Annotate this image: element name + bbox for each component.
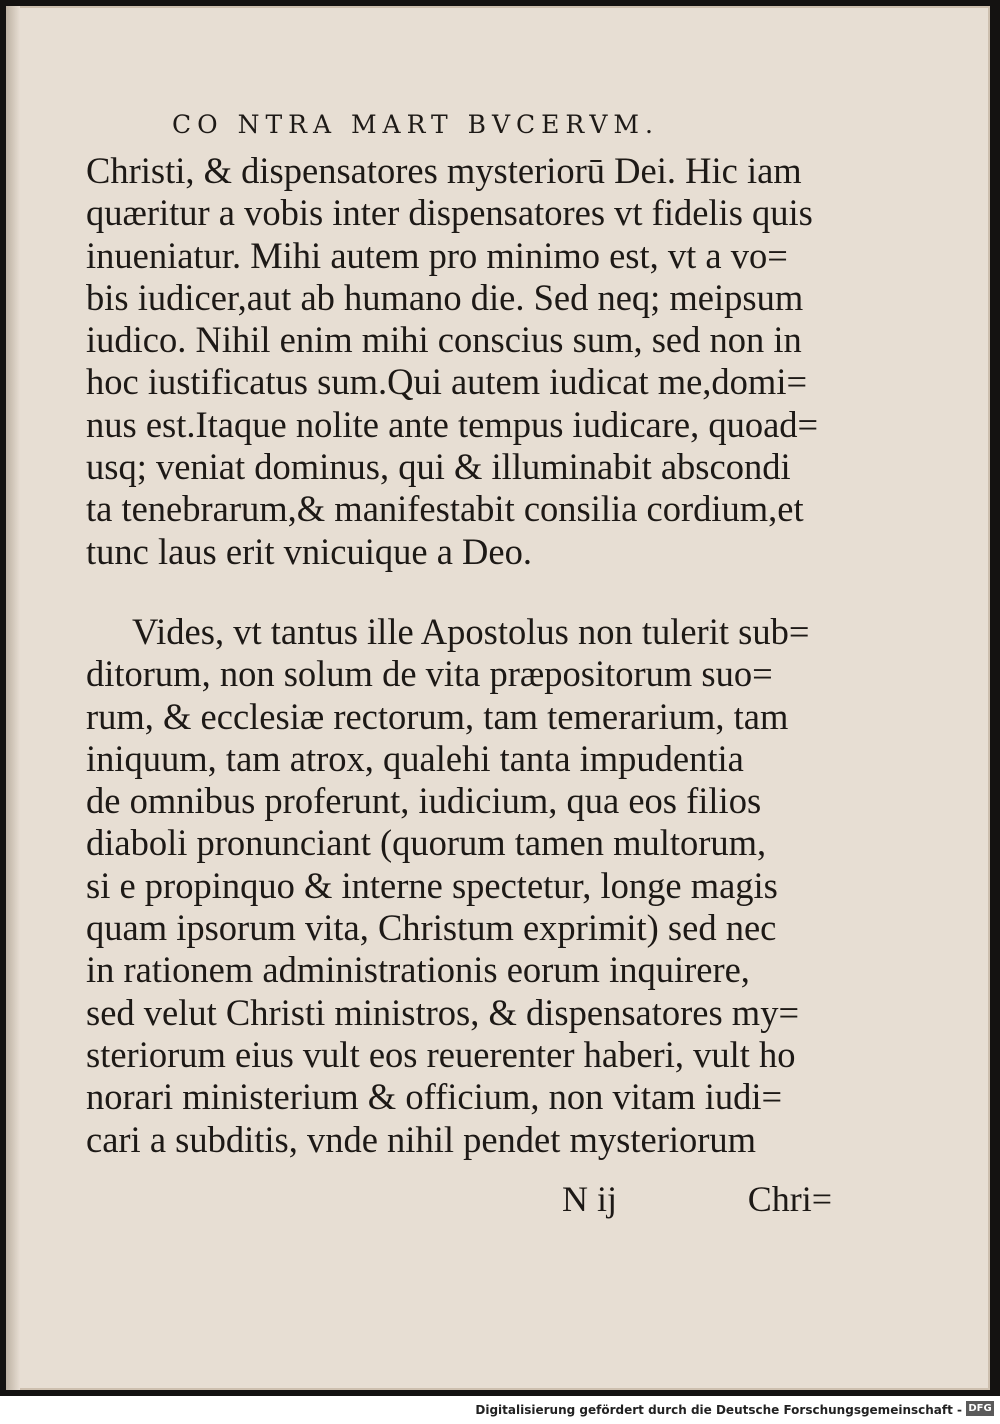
text-line: norari ministerium & officium, non vitam iudi= [86, 1076, 783, 1118]
text-line: rum, & ecclesiæ rectorum, tam temerarium, tam [86, 695, 789, 737]
text-line: nus est.Itaque nolite ante tempus iudicare, quoad= [86, 403, 819, 445]
text-line: diaboli pronunciant (quorum tamen multorum, [86, 822, 767, 864]
body-text [86, 150, 826, 1161]
text-line: ta tenebrarum,& manifestabit consilia cordium,et [86, 488, 804, 530]
text-line: in rationem administrationis eorum inquirere, [86, 949, 750, 991]
text-line: hoc iustificatus sum.Qui autem iudicat me,domi= [86, 361, 808, 403]
text-line: tunc laus erit vnicuique a Deo. [86, 530, 532, 572]
paragraph-2 [86, 611, 826, 1161]
running-head: CO NTRA MART BVCERVM. [172, 110, 659, 139]
text-line: sed velut Christi ministros, & dispensatores my= [86, 991, 800, 1033]
text-line: ditorum, non solum de vita præpositorum suo= [86, 653, 773, 695]
text-line: iniquum, tam atrox, qualehi tanta impudentia [86, 737, 744, 779]
text-line: Vides, vt tantus ille Apostolus non tulerit sub= [132, 610, 810, 652]
text-line: de omnibus proferunt, iudicium, qua eos filios [86, 780, 762, 822]
text-line: bis iudicer,aut ab humano die. Sed neq; meipsum [86, 276, 804, 318]
text-line: inueniatur. Mihi autem pro minimo est, vt a vo= [86, 234, 788, 276]
text-line: quam ipsorum vita, Christum exprimit) sed nec [86, 907, 777, 949]
text-line: steriorum eius vult eos reuerenter haberi, vult ho [86, 1033, 796, 1075]
page-gutter-shadow [6, 6, 20, 1390]
text-line: cari a subditis, vnde nihil pendet mysteriorum [86, 1118, 757, 1160]
funding-credit: Digitalisierung gefördert durch die Deutsche Forschungsgemeinschaft - [475, 1403, 962, 1417]
paragraph-gap [86, 573, 826, 611]
text-line: usq; veniat dominus, qui & illuminabit abscondi [86, 446, 791, 488]
signature-mark: N ij [562, 1179, 618, 1219]
text-line: Christi, & dispensatores mysteriorū Dei. Hic iam [86, 150, 802, 191]
dfg-logo: DFG [966, 1401, 994, 1416]
catchword: Chri= [747, 1179, 832, 1219]
paragraph-1 [86, 150, 826, 573]
text-line: si e propinquo & interne spectetur, longe magis [86, 864, 778, 906]
text-line: iudico. Nihil enim mihi conscius sum, sed non in [86, 319, 802, 361]
page-footer-line [562, 1178, 832, 1222]
text-line: quæritur a vobis inter dispensatores vt fidelis quis [86, 192, 813, 234]
digitization-footer [0, 1396, 1000, 1424]
